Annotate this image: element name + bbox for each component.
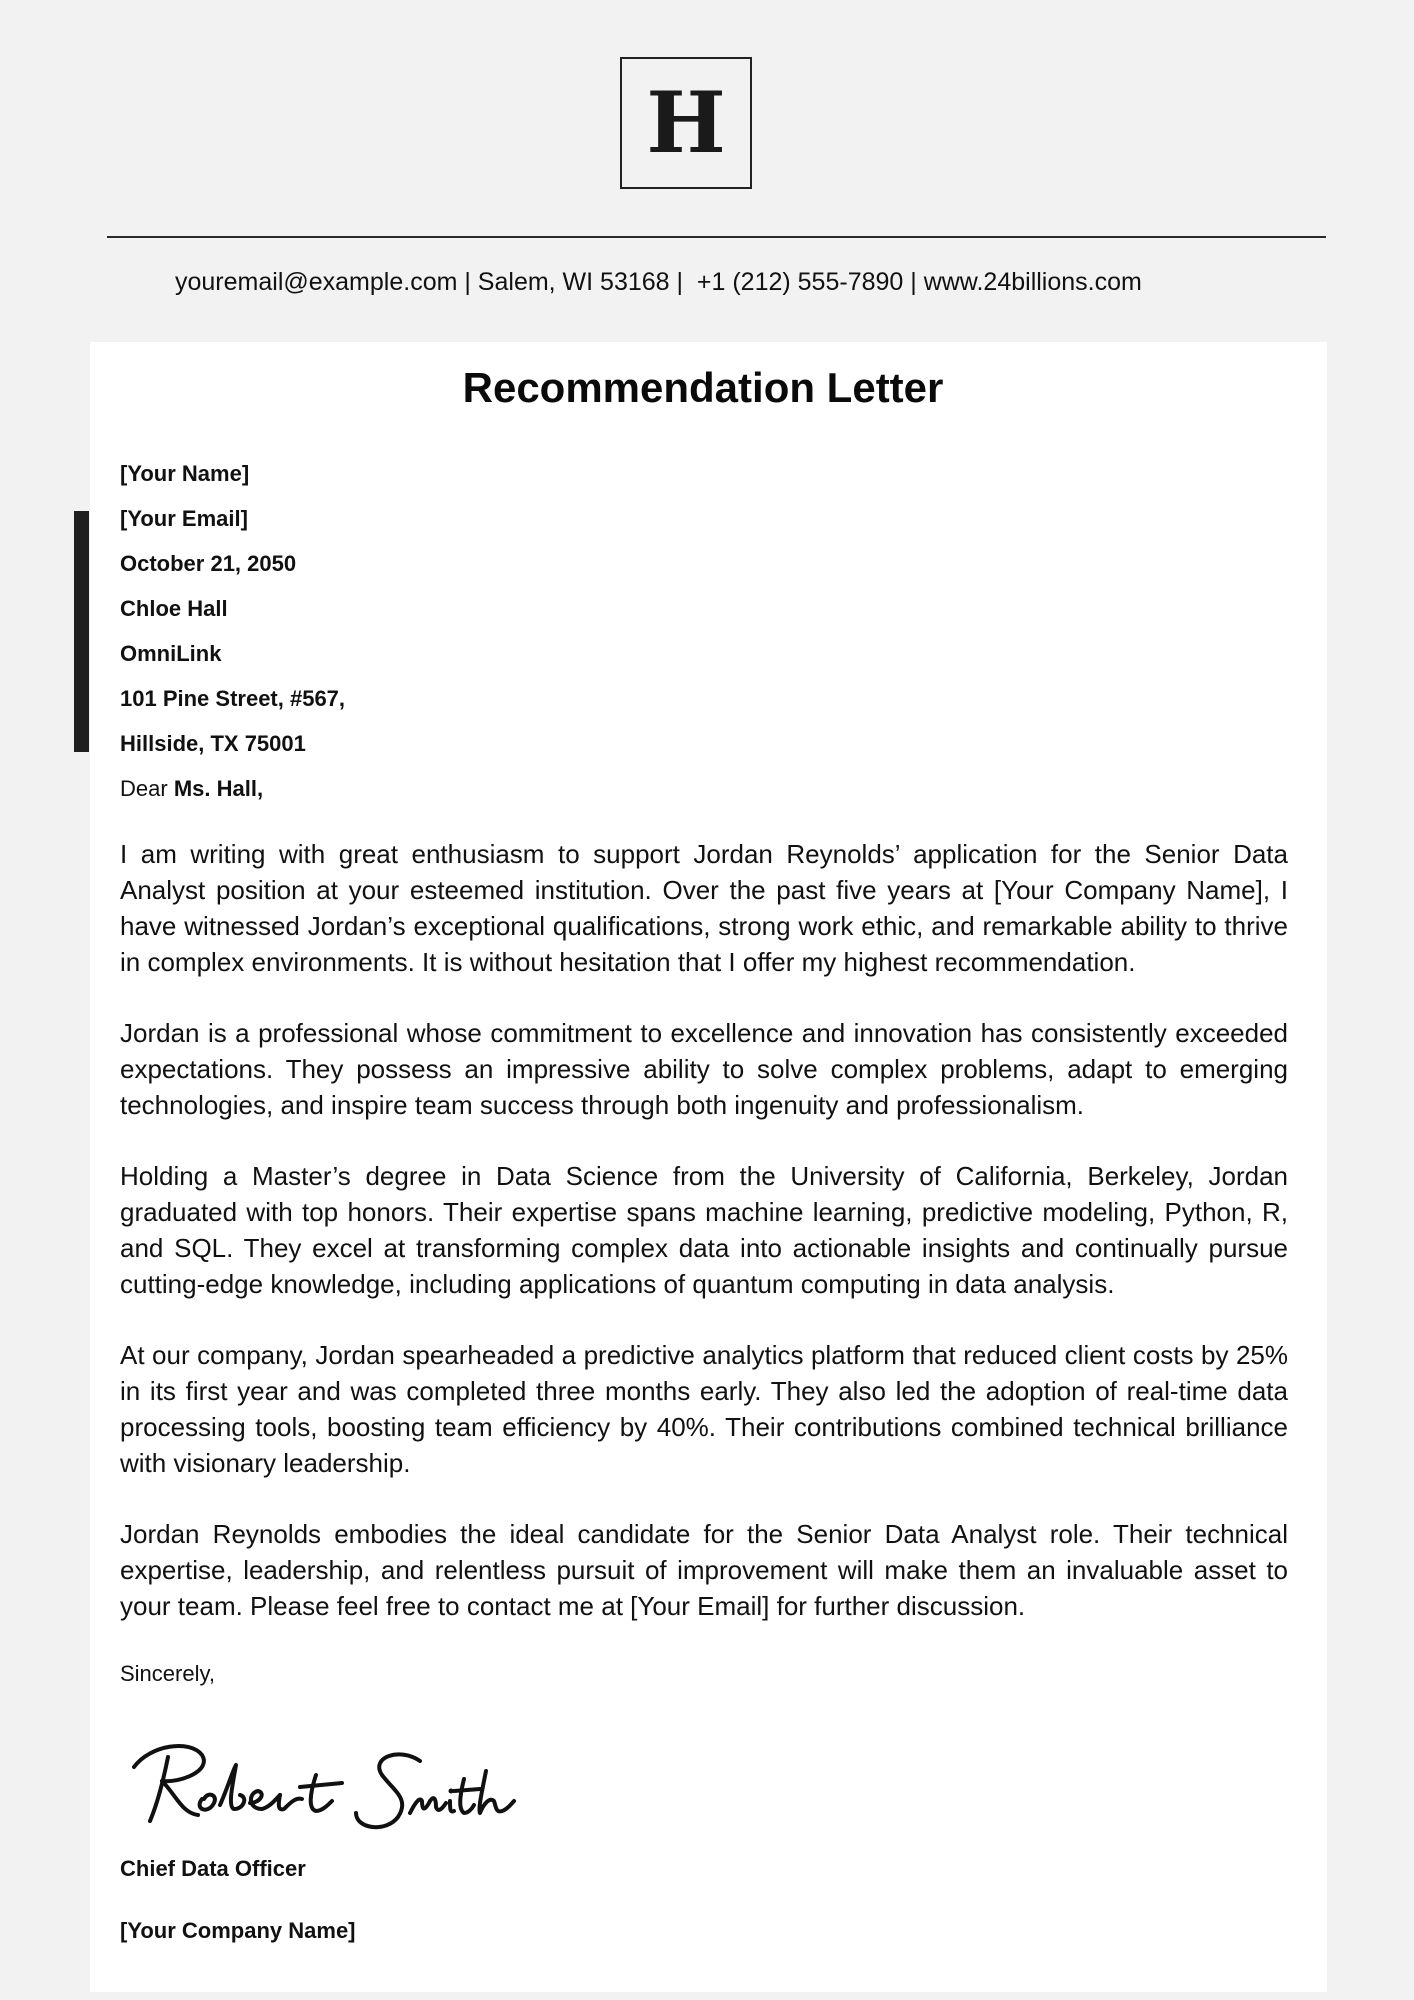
paragraph-education: Holding a Master’s degree in Data Science from the University of California, Berkeley, Jordan graduated with top honors. Their expertise spans machine learning, predictive modeling, Python, R, and SQL. They excel at transforming complex data into actionable insights and continually pursue cutting-edge knowledge, including applications of quantum computing in data analysis. (120, 1161, 1288, 1299)
paragraph-qualities: Jordan is a professional whose commitment to excellence and innovation has consistently exceeded expectations. They possess an impressive ability to solve complex problems, adapt to emerging technologies, and inspire team success through both ingenuity and professionalism. (120, 1018, 1288, 1120)
recipient-city: Hillside, TX 75001 (120, 731, 306, 756)
salutation (120, 766, 1288, 811)
signer-title: Chief Data Officer (120, 1856, 306, 1881)
sender-name: [Your Name] (120, 461, 250, 486)
logo-letter: H (646, 73, 726, 172)
recipient-company: OmniLink (120, 641, 222, 666)
letter-content (120, 451, 1288, 1944)
paragraph-intro: I am writing with great enthusiasm to support Jordan Reynolds’ application for the Senior Data Analyst position at your esteemed institution. Over the past five years at [Your Company Name], I have witnessed Jordan’s exceptional qualifications, strong work ethic, and remarkable ability to thrive in complex environments. It is without hesitation that I offer my highest recommendation. (120, 839, 1288, 977)
paragraph-achievements: At our company, Jordan spearheaded a predictive analytics platform that reduced client costs by 25% in its first year and was completed three months early. They also led the adoption of real-time data processing tools, boosting team efficiency by 40%. Their contributions combined technical brilliance with visionary leadership. (120, 1340, 1288, 1478)
letter-date: October 21, 2050 (120, 551, 297, 576)
recipient-name: Chloe Hall (120, 596, 228, 621)
header-divider (107, 236, 1326, 238)
signer-company: [Your Company Name] (120, 1918, 356, 1943)
paragraph-conclusion: Jordan Reynolds embodies the ideal candidate for the Senior Data Analyst role. Their technical expertise, leadership, and relentless pursuit of improvement will make them an invaluable asset to your team. Please feel free to contact me at [Your Email] for further discussion. (120, 1519, 1288, 1621)
accent-bar (74, 511, 89, 752)
recipient-street: 101 Pine Street, #567, (120, 686, 346, 711)
salutation-name: Ms. Hall, (173, 776, 264, 801)
contact-info: youremail@example.com | Salem, WI 53168 | +1 (212) 555-7890 | www.24billions.com (175, 268, 1142, 296)
closing: Sincerely, (120, 1661, 215, 1686)
logo-monogram (620, 57, 752, 189)
signature-image (120, 1717, 540, 1837)
letter-title: Recommendation Letter (462, 364, 944, 411)
salutation-prefix: Dear (120, 776, 168, 801)
sender-email: [Your Email] (120, 506, 248, 531)
address-block (120, 451, 1288, 766)
